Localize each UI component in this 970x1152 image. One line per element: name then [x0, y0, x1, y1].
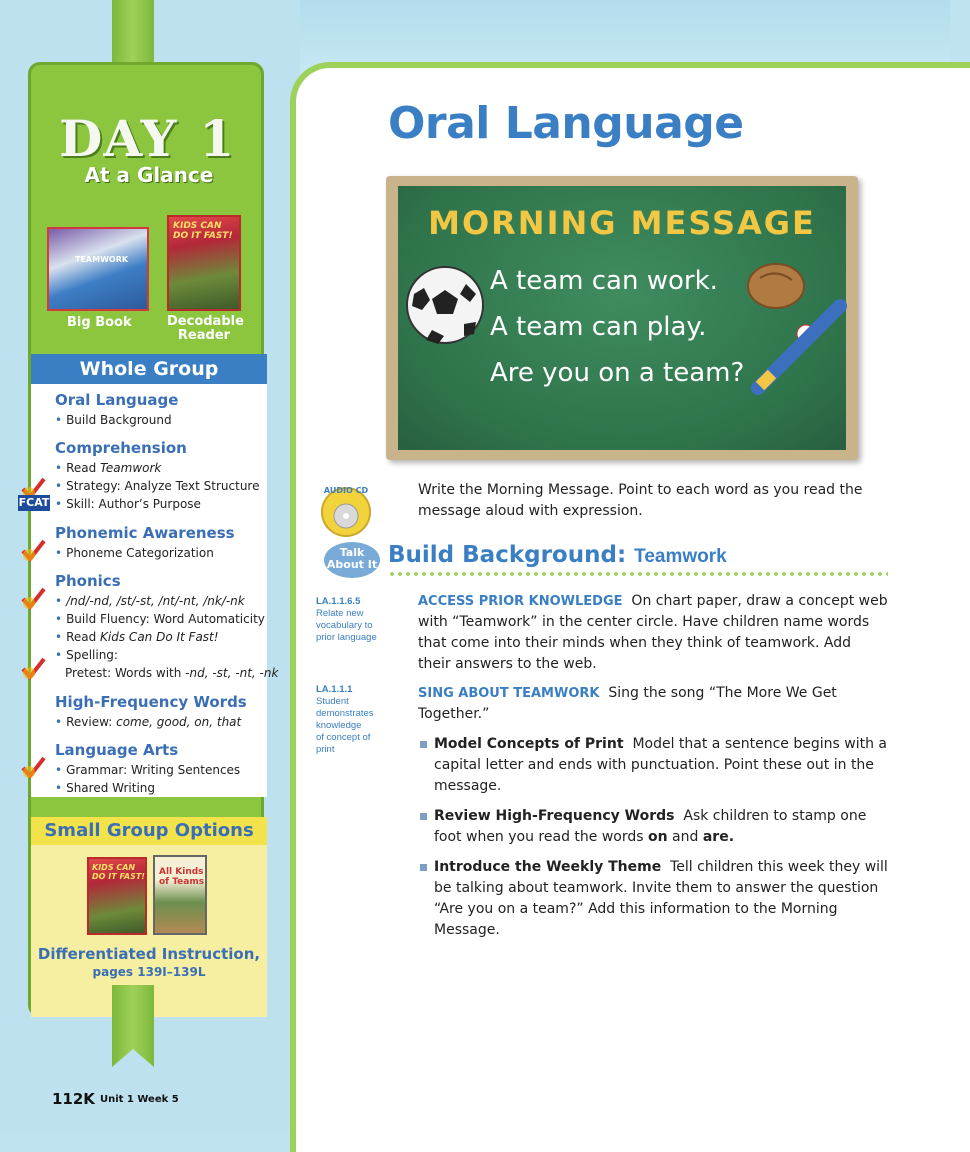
bullet-body: Model that a sentence begins with a capital letter and ends with punctuation. Point these out in the message.: [434, 736, 887, 794]
sing-about-teamwork-paragraph: [418, 683, 888, 725]
para-text: On chart paper, draw a concept web with “Teamwork” in the center circle. Have children name words that come into their minds when they think of teamwork. Add their answers to the web.: [418, 593, 888, 672]
phonics-head: Phonics: [55, 572, 121, 590]
item-text: Read: [66, 630, 101, 644]
bullet-and: and: [672, 829, 699, 845]
talk-label-2: About It: [326, 558, 378, 571]
bullet-lead: Model Concepts of Print: [434, 736, 624, 752]
message-line-1: A team can work.: [490, 266, 718, 296]
std-line: vocabulary to: [316, 620, 373, 631]
checkmark-icon: [20, 587, 46, 611]
bullet-square-icon: [420, 741, 427, 748]
big-book-cover-title: TEAMWORK: [75, 255, 129, 264]
item-italic: /nd/-nd, /st/-st, /nt/-nt, /nk/-nk: [66, 594, 245, 608]
list-item: • Grammar: Writing Sentences: [55, 763, 241, 777]
message-line-3: Are you on a team?: [490, 358, 745, 388]
oral-language-head: Oral Language: [55, 391, 179, 409]
item-text: Review:: [66, 715, 117, 729]
std-line: print: [316, 744, 335, 755]
list-item: • Strategy: Analyze Text Structure: [55, 479, 260, 493]
dotted-divider: [388, 572, 888, 576]
std-line: demonstrates: [316, 708, 374, 719]
message-line-2: A team can play.: [490, 312, 707, 342]
intro-text: Write the Morning Message. Point to each word as you read the message aloud with expression.: [418, 482, 863, 519]
list-item: • Build Fluency: Word Automaticity: [55, 612, 265, 626]
decodable-label-1: Decodable: [167, 314, 244, 329]
bb-subtitle: Teamwork: [634, 546, 727, 567]
checkmark-icon: [20, 756, 46, 780]
small-group-book-1: [87, 857, 147, 935]
day-title: [59, 109, 235, 168]
std-line: prior language: [316, 632, 377, 643]
list-item: • Read Kids Can Do It Fast!: [55, 630, 219, 644]
item-text: Build Fluency: Word Automaticity: [66, 612, 265, 626]
list-item: [65, 666, 278, 680]
bullet-text: [434, 734, 890, 797]
bullet-lead: Review High-Frequency Words: [434, 808, 675, 824]
soccer-ball-icon: [404, 264, 486, 346]
morning-message-title: MORNING MESSAGE: [428, 204, 816, 242]
at-a-glance: At a Glance: [84, 163, 214, 187]
differentiated-pages: pages 139I–139L: [92, 965, 206, 979]
bullet-word: are.: [702, 829, 735, 845]
item-text: Skill: Author’s Purpose: [66, 497, 201, 511]
std-line: Relate new: [316, 608, 364, 619]
audio-cd-label: AUDIO CD: [323, 486, 369, 495]
bullet-text: [434, 857, 890, 941]
std-line: Student: [316, 696, 349, 707]
fcat-badge: FCAT: [18, 496, 50, 509]
list-item: • Skill: Author’s Purpose: [55, 497, 201, 511]
whole-group-header: Whole Group: [31, 354, 267, 384]
para-text: Sing the song “The More We Get Together.”: [418, 685, 837, 722]
std-code: LA.1.1.1: [316, 684, 353, 695]
list-item: • Review: come, good, on, that: [55, 715, 242, 729]
bullet-square-icon: [420, 813, 427, 820]
item-italic: -nd, -st, -nt, -nk: [185, 666, 279, 680]
bullet-weekly-theme: [420, 857, 890, 941]
day-word: DAY: [59, 109, 178, 168]
checkmark-icon: [20, 539, 46, 563]
list-item: • Build Background: [55, 413, 172, 427]
list-item: • Phoneme Categorization: [55, 546, 214, 560]
bullet-model-concepts: [420, 734, 890, 797]
bullet-word: on: [648, 829, 668, 845]
bb-title: Build Background:: [388, 542, 627, 568]
differentiated-instruction-link: Differentiated Instruction,: [37, 945, 261, 963]
sidebar: [28, 62, 279, 1017]
small-group-book-2: [153, 855, 207, 935]
page-number: 112K: [52, 1090, 95, 1108]
big-book-label: Big Book: [67, 315, 132, 330]
bullet-body: Tell children this week they will be talking about teamwork. Invite them to answer the question “Are you on a team?” Add this information to the Morning Message.: [434, 859, 888, 938]
day-number: 1: [199, 109, 236, 168]
hfw-head: High-Frequency Words: [55, 693, 247, 711]
item-text: Grammar: Writing Sentences: [66, 763, 241, 777]
chalkboard: [398, 186, 846, 450]
talk-about-it-badge: [324, 542, 380, 578]
item-text: Spelling:: [66, 648, 118, 662]
comprehension-head: Comprehension: [55, 439, 187, 457]
bullet-review-hfw: [420, 806, 890, 848]
list-item: • Read Teamwork: [55, 461, 162, 475]
decodable-label-2: Reader: [177, 328, 231, 343]
std-code: LA.1.1.6.5: [316, 596, 361, 607]
page-unit: Unit 1 Week 5: [100, 1094, 179, 1105]
para-lead: ACCESS PRIOR KNOWLEDGE: [418, 594, 623, 609]
item-text: Build Background: [66, 413, 172, 427]
decodable-label: [167, 314, 244, 343]
standard-note-2: [316, 684, 374, 756]
list-item: • /nd/-nd, /st/-st, /nt/-nt, /nk/-nk: [55, 594, 245, 608]
list-item: • Spelling:: [55, 648, 118, 662]
bullet-lead: Introduce the Weekly Theme: [434, 859, 662, 875]
item-text: Strategy: Analyze Text Structure: [66, 479, 260, 493]
bullet-body: Ask children to stamp one foot when you read the words: [434, 808, 867, 845]
sg-book1-title: KIDS CAN DO IT FAST!: [92, 863, 145, 881]
std-line: of concept of: [316, 732, 371, 743]
standard-note-1: [316, 596, 377, 644]
item-text: Phoneme Categorization: [66, 546, 214, 560]
sg-book2-title: All Kinds of Teams: [159, 867, 205, 887]
language-arts-head: Language Arts: [55, 741, 179, 759]
item-text: Shared Writing: [66, 781, 155, 795]
item-text: Pretest: Words with: [65, 666, 186, 680]
list-item: • Shared Writing: [55, 781, 155, 795]
access-prior-knowledge-paragraph: [418, 591, 888, 675]
baseball-bat-glove-icon: [720, 258, 844, 398]
talk-label-1: Talk: [339, 546, 365, 559]
phonemic-awareness-head: Phonemic Awareness: [55, 524, 235, 542]
bullet-square-icon: [420, 864, 427, 871]
build-background-heading: [388, 542, 727, 568]
item-italic: Teamwork: [100, 461, 162, 475]
bullet-text: [434, 806, 890, 848]
decodable-cover-title: KIDS CAN DO IT FAST!: [173, 221, 233, 241]
para-lead: SING ABOUT TEAMWORK: [418, 686, 600, 701]
page-title: Oral Language: [388, 98, 744, 149]
small-group-header: Small Group Options: [31, 817, 267, 845]
checkmark-icon: [20, 657, 46, 681]
decodable-reader-cover: [167, 215, 241, 311]
item-italic: come, good, on, that: [116, 715, 242, 729]
big-book-cover: [47, 227, 149, 311]
item-italic: Kids Can Do It Fast!: [100, 630, 219, 644]
item-text: Read: [66, 461, 101, 475]
std-line: knowledge: [316, 720, 362, 731]
whole-group-panel: [31, 384, 279, 797]
